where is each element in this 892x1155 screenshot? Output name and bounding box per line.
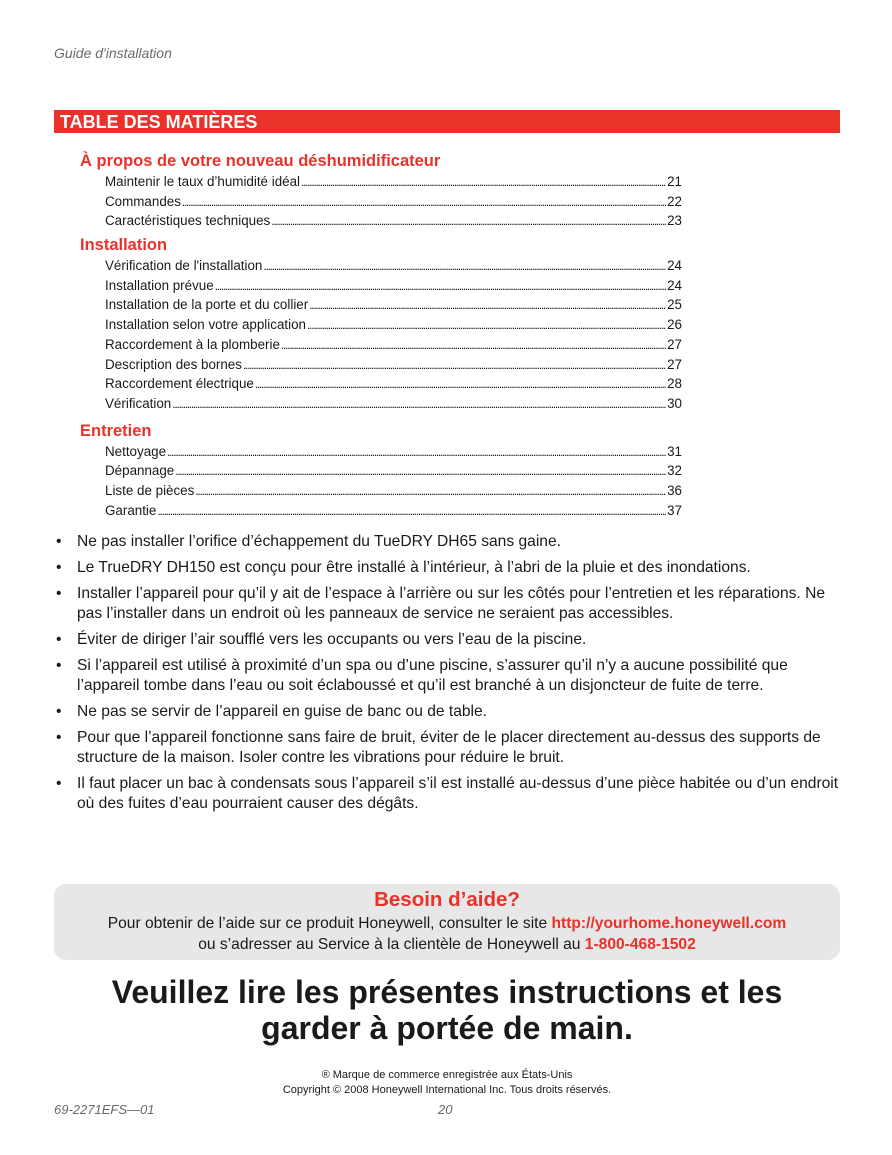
toc-entry-title: Installation selon votre application xyxy=(105,317,306,333)
toc-entry[interactable] xyxy=(105,442,682,462)
toc-entry-title: Installation de la porte et du collier xyxy=(105,297,309,313)
toc-leader-dots xyxy=(263,256,666,277)
toc-entry[interactable] xyxy=(105,276,682,296)
toc-entry-title: Raccordement à la plomberie xyxy=(105,336,280,352)
toc-leader-dots xyxy=(182,192,666,213)
bullet-item: • Éviter de diriger l’air soufflé vers les occupants ou vers l’eau de la piscine. xyxy=(54,630,844,650)
running-header: Guide d'installation xyxy=(54,45,172,61)
toc-title: TABLE DES MATIÈRES xyxy=(60,112,258,132)
toc-entry-title: Maintenir le taux d’humidité idéal xyxy=(105,174,301,189)
toc-entry-page: 31 xyxy=(667,443,682,459)
toc-entry-page: 37 xyxy=(667,502,682,518)
toc-entry-page: 24 xyxy=(667,258,682,274)
toc-section-title: Entretien xyxy=(80,421,152,440)
toc-leader-dots xyxy=(271,211,666,232)
toc-leader-dots xyxy=(215,276,666,297)
toc-entry[interactable] xyxy=(105,315,682,335)
toc-leader-dots xyxy=(243,355,666,376)
bullet-item: • Si l’appareil est utilisé à proximité d’un spa ou d’une piscine, s’assurer qu’il n’y a aucune possibilité que l’appareil tombe dans l’eau ou soit éclaboussé et qu’il est branché à un disjoncteur de fuite de terre. xyxy=(54,656,844,696)
toc-entry-title: Dépannage xyxy=(105,463,175,479)
help-title: Besoin d’aide? xyxy=(374,888,520,911)
toc-entry-page: 32 xyxy=(667,463,682,479)
bullet-item: • Installer l’appareil pour qu’il y ait de l’espace à l’arrière ou sur les côtés pour l’entretien et les réparations. Ne pas l’installer dans un endroit où les panneaux de service ne seraient pas accessibles. xyxy=(54,584,844,624)
toc-entry[interactable] xyxy=(105,374,682,394)
bullet-item: • Ne pas se servir de l’appareil en guise de banc ou de table. xyxy=(54,702,844,722)
help-phone-text: ou s’adresser au Service à la clientèle de Honeywell au xyxy=(198,936,585,953)
toc-entry-title: Caractéristiques techniques xyxy=(105,213,271,229)
help-box xyxy=(54,884,840,960)
toc-entry[interactable] xyxy=(105,501,682,521)
help-line-website xyxy=(54,913,840,934)
toc-leader-dots xyxy=(281,335,666,356)
toc-leader-dots xyxy=(172,394,666,415)
toc-entry-page: 26 xyxy=(667,317,682,333)
safety-bullet-list xyxy=(54,532,844,820)
notice-line-1: Veuillez lire les présentes instructions et les xyxy=(111,974,783,1010)
toc-entry-title: Vérification xyxy=(105,395,172,411)
toc-entry[interactable] xyxy=(105,335,682,355)
toc-leader-dots xyxy=(157,501,666,522)
help-website-link[interactable]: http://yourhome.honeywell.com xyxy=(551,915,787,932)
toc-section-title: À propos de votre nouveau déshumidificateur xyxy=(80,152,441,170)
toc-entry-page: 30 xyxy=(667,395,682,411)
toc-entry[interactable] xyxy=(105,192,682,212)
notice-line-2: garder à portée de main. xyxy=(261,1010,633,1046)
toc-leader-dots xyxy=(307,315,666,336)
help-website-text: Pour obtenir de l’aide sur ce produit Honeywell, consulter le site xyxy=(107,915,552,932)
toc-entry[interactable] xyxy=(105,461,682,481)
toc-entry-title: Vérification de l'installation xyxy=(105,258,263,274)
toc-entry[interactable] xyxy=(105,481,682,501)
toc-leader-dots xyxy=(195,481,666,502)
bullet-item: • Il faut placer un bac à condensats sous l’appareil s’il est installé au-dessus d’une pièce habitée ou d’un endroit où des fuites d’eau pourraient causer des dégâts. xyxy=(54,774,844,814)
toc-entry-page: 21 xyxy=(667,174,682,189)
toc-entry-page: 23 xyxy=(667,213,682,229)
toc-entry-page: 24 xyxy=(667,277,682,293)
bullet-item: • Le TrueDRY DH150 est conçu pour être installé à l’intérieur, à l’abri de la pluie et des inondations. xyxy=(54,558,844,578)
toc-entry-page: 28 xyxy=(667,376,682,392)
toc-entry[interactable] xyxy=(105,211,682,231)
toc-entry-title: Installation prévue xyxy=(105,277,214,293)
toc-entry-title: Nettoyage xyxy=(105,443,167,459)
toc-leader-dots xyxy=(309,295,666,316)
toc-entry-page: 25 xyxy=(667,297,682,313)
toc-entry-title: Commandes xyxy=(105,193,181,209)
bullet-item: • Pour que l’appareil fonctionne sans faire de bruit, éviter de le placer directement au-dessus des supports de structure de la maison. Isoler contre les vibrations pour réduire le bruit. xyxy=(54,728,844,768)
help-phone-number[interactable]: 1-800-468-1502 xyxy=(584,936,696,953)
toc-entry[interactable] xyxy=(105,355,682,375)
toc-entry-title: Description des bornes xyxy=(105,356,242,372)
toc-title-bar xyxy=(54,110,840,133)
table-of-contents xyxy=(54,150,682,520)
toc-entry-title: Garantie xyxy=(105,502,157,518)
toc-leader-dots xyxy=(301,172,666,193)
toc-leader-dots xyxy=(255,374,666,395)
toc-entry-page: 27 xyxy=(667,336,682,352)
document-number: 69-2271EFS—01 xyxy=(54,1102,155,1117)
read-instructions-notice xyxy=(54,974,840,1046)
toc-leader-dots xyxy=(167,442,666,463)
toc-entry[interactable] xyxy=(105,172,682,192)
toc-entry-title: Liste de pièces xyxy=(105,482,195,498)
toc-entry[interactable] xyxy=(105,295,682,315)
toc-entry[interactable] xyxy=(105,394,682,414)
toc-entry-page: 27 xyxy=(667,356,682,372)
toc-entry-title: Raccordement électrique xyxy=(105,376,254,392)
toc-entry[interactable] xyxy=(105,256,682,276)
toc-leader-dots xyxy=(175,461,666,482)
toc-section-title: Installation xyxy=(80,236,168,255)
trademark-note: ® Marque de commerce enregistrée aux États-Unis xyxy=(321,1069,573,1081)
bullet-item: • Ne pas installer l’orifice d’échappement du TueDRY DH65 sans gaine. xyxy=(54,532,844,552)
copyright-note: Copyright © 2008 Honeywell International Inc. Tous droits réservés. xyxy=(282,1084,612,1096)
toc-entry-page: 22 xyxy=(667,193,682,209)
toc-entry-page: 36 xyxy=(667,482,682,498)
page-number: 20 xyxy=(438,1102,453,1117)
help-line-phone xyxy=(54,934,840,955)
